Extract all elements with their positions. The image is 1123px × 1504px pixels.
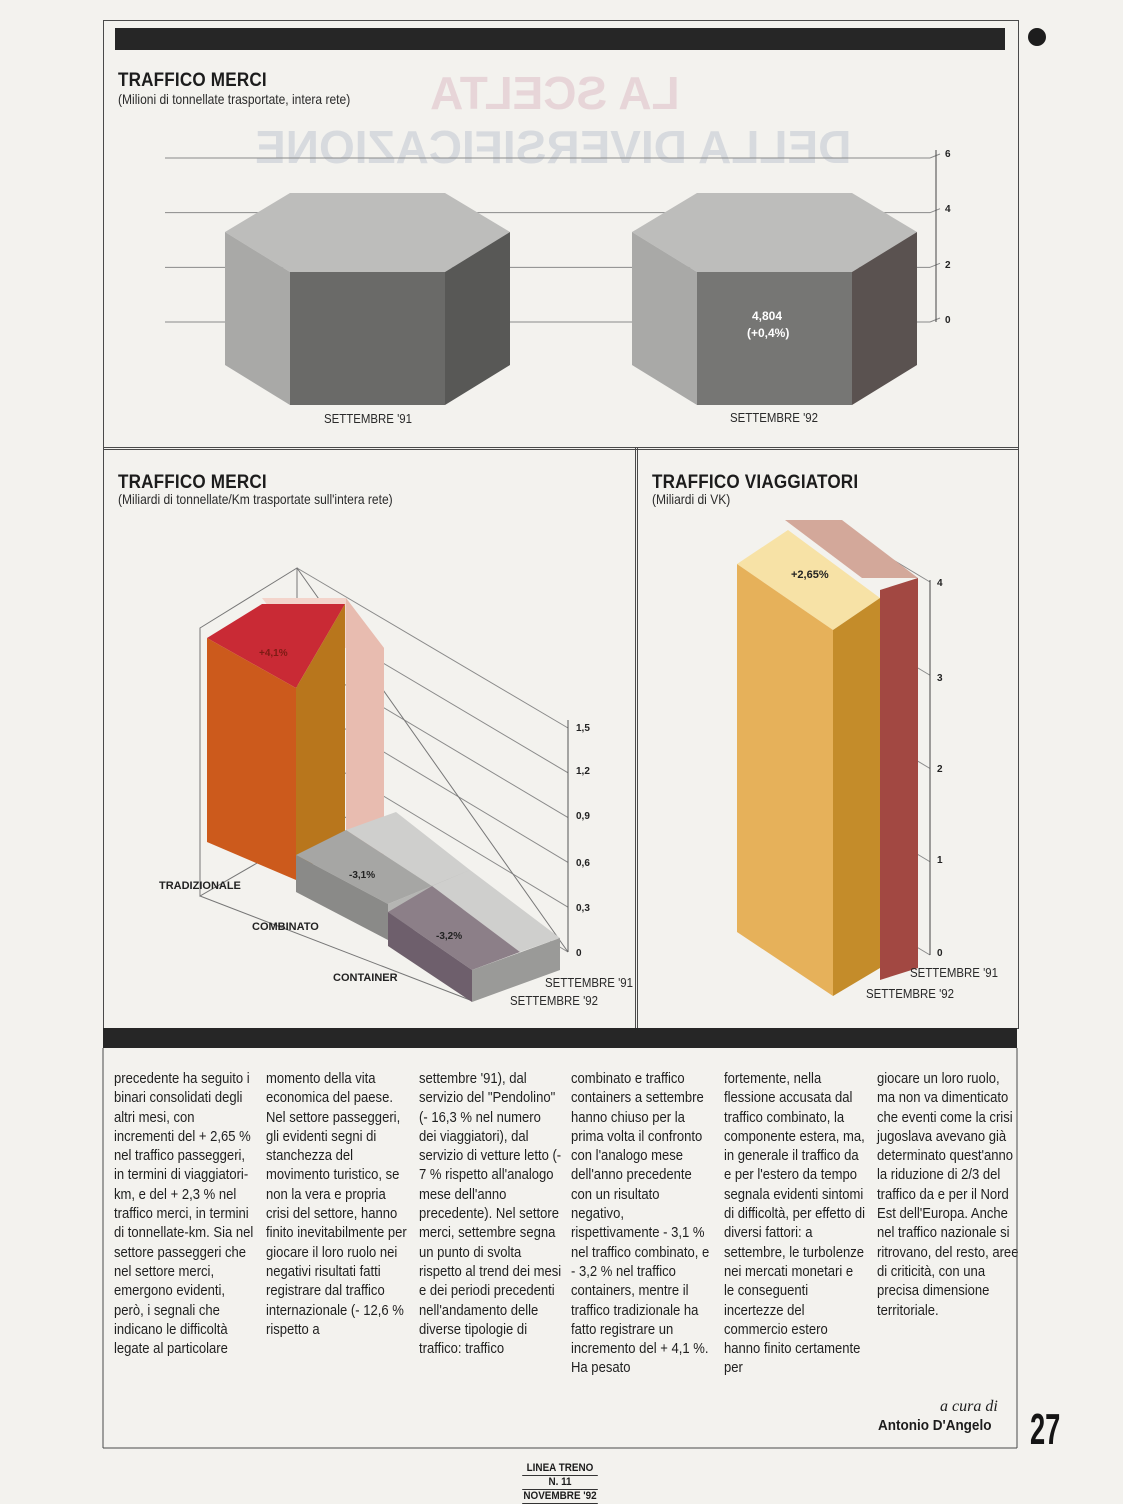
chart2-category: COMBINATO — [252, 921, 319, 933]
chart3-ytick: 3 — [937, 673, 943, 684]
article-column-4: combinato e traffico containers a settembre hanno chiuso per la prima volta il confronto con l'analogo mese dell'anno precedente con un risultato negativo, rispettivamente - 3,1 % nel traffico combinato, e - 3,2 % nel traffico containers, mentre il traffico tradizionale ha fatto registrare un incremento del + 4,1 %. Ha pesato — [571, 1071, 710, 1377]
footer-line: N. 11 — [522, 1476, 598, 1490]
chart2-subtitle: (Miliardi di tonnellate/Km trasportate sull'intera rete) — [118, 491, 393, 507]
footer-masthead — [522, 1462, 598, 1504]
chart2-ytick: 0,6 — [576, 858, 590, 869]
chart3-ytick: 4 — [937, 578, 943, 589]
chart1-xlabel: SETTEMBRE '92 — [730, 410, 819, 425]
chart2-title: TRAFFICO MERCI — [118, 472, 267, 493]
chart1-ytick: 6 — [945, 149, 951, 160]
article-column-6: giocare un loro ruolo, ma non va dimenticato che eventi come la crisi jugoslava avevano già determinato quest'anno la riduzione di 2/3 del traffico da e per il Nord Est dell'Europa. Anche nel traffico nazionale si ritrovano, del resto, aree di criticità, con una precisa dimensione territoriale. — [877, 1071, 1019, 1319]
chart3-ytick: 0 — [937, 948, 943, 959]
chart2-change-combinato: -3,1% — [349, 870, 376, 881]
chart3-ytick: 2 — [937, 764, 943, 775]
article-column-5: fortemente, nella flessione accusata dal traffico combinato, la componente estera, ma, in generale il traffico da e per l'estero da tempo segnala evidenti sintomi di difficoltà, per effetto di diversi fattori: a settembre, le turbolenze nei mercati monetari e le conseguenti incertezze del commercio estero hanno finito certamente per — [724, 1071, 865, 1377]
chart1-subtitle: (Milioni di tonnellate trasportate, intera rete) — [118, 91, 351, 107]
chart1-title: TRAFFICO MERCI — [118, 70, 267, 91]
chart2-ytick: 0,9 — [576, 811, 590, 822]
chart1-xlabel: SETTEMBRE '91 — [324, 411, 413, 426]
chart3-ytick: 1 — [937, 855, 943, 866]
page-number: 27 — [1030, 1405, 1061, 1454]
footer-line: LINEA TRENO — [522, 1462, 598, 1476]
chart1-ytick: 4 — [945, 204, 951, 215]
chart1-change-label: (+0,4%) — [747, 326, 790, 340]
chart3-legend-sep91: SETTEMBRE '91 — [910, 965, 999, 980]
chart1-ytick: 0 — [945, 315, 951, 326]
chart2-legend-sep92: SETTEMBRE '92 — [510, 993, 599, 1008]
chart2-change-container: -3,2% — [436, 931, 463, 942]
ghost-title-1: LA SCELTA — [430, 67, 680, 119]
chart3-subtitle: (Miliardi di VK) — [652, 491, 731, 507]
article-column-2: momento della vita economica del paese. Nel settore passeggeri, gli evidenti segni di stanchezza del movimento turistico, se non la vera e propria crisi del settore, hanno finito inevitabilmente per giocare il loro ruolo nei negativi risultati fatti registrare dal traffico internazionale (- 12,6 % rispetto a — [266, 1071, 407, 1338]
chart3-legend-sep92: SETTEMBRE '92 — [866, 986, 955, 1001]
footer-line: NOVEMBRE '92 — [523, 1490, 597, 1502]
chart2-legend-sep91: SETTEMBRE '91 — [545, 975, 634, 990]
article-column-3: settembre '91), dal servizio del "Pendolino" (- 16,3 % nel numero dei viaggiatori), dal servizio di vetture letto (- 7 % rispetto all'analogo mese dell'anno precedente). Nel settore merci, settembre segna un punto di svolta rispetto al trend dei mesi e dei periodi precedenti nell'andamento delle diverse tipologie di traffico: traffico — [419, 1071, 562, 1358]
chart2-ytick: 0,3 — [576, 903, 590, 914]
chart2-ytick: 1,2 — [576, 766, 590, 777]
chart3-title: TRAFFICO VIAGGIATORI — [652, 472, 859, 493]
chart2-ytick: 0 — [576, 948, 582, 959]
ghost-title-2: DELLA DIVERSIFICAZIONE — [255, 121, 852, 173]
chart2-category: CONTAINER — [333, 972, 398, 984]
credit-prefix: a cura di — [940, 1398, 998, 1415]
chart2-ytick: 1,5 — [576, 723, 590, 734]
chart2-change-tradizionale: +4,1% — [259, 648, 288, 659]
chart1-value-label: 4,804 — [752, 309, 783, 323]
article-column-1: precedente ha seguito i binari consolidati degli altri mesi, con incrementi del + 2,65 % nel traffico passeggeri, in termini di viaggiatori-km, e del + 2,3 % nel traffico merci, in termini di tonnellate-km. Sia nel settore passeggeri che nel settore merci, emergono evidenti, però, i segnali che indicano le difficoltà legate al particolare — [114, 1071, 254, 1358]
credit-author: Antonio D'Angelo — [878, 1417, 992, 1434]
chart1-ytick: 2 — [945, 260, 951, 271]
chart2-category: TRADIZIONALE — [159, 880, 241, 892]
chart3-change-label: +2,65% — [791, 569, 829, 581]
